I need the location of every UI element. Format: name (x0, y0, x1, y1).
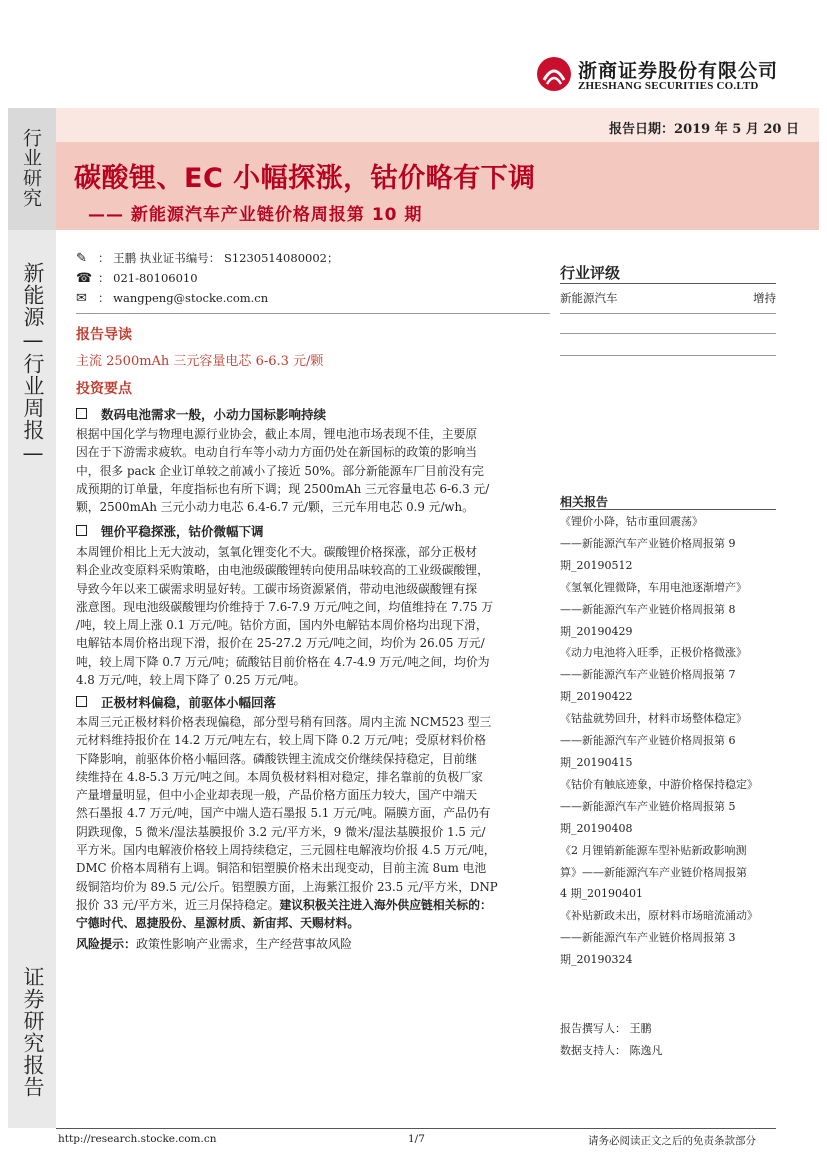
points-heading: 投资要点 (76, 381, 132, 397)
sidebar-mid-label: 新能源—行业周报— (21, 262, 45, 466)
related-heading: 相关报告 (560, 495, 609, 509)
sidebar-top-label: 行业研究 (20, 128, 42, 208)
contact-phone: ☎ ： 021-80106010 (76, 271, 198, 286)
rating-value: 增持 (753, 291, 776, 305)
report-subtitle: —— 新能源汽车产业链价格周报第 10 期 (88, 205, 423, 225)
rating-heading: 行业评级 (560, 264, 621, 282)
divider (76, 313, 550, 314)
page-number: 1/7 (408, 1133, 425, 1145)
rating-divider-2 (560, 333, 776, 334)
rating-rule (560, 283, 776, 284)
guide-text: 主流 2500mAh 三元容量电芯 6-6.3 元/颗 (76, 354, 324, 369)
point-3-title: 正极材料偏稳，前驱体小幅回落 (76, 693, 276, 711)
sidebar-bottom-label: 证券研究报告 (21, 966, 45, 1098)
point-1-body: 根据中国化学与物理电源行业协会，截止本周，锂电池市场表现不佳，主要原 因在于下游需求疲软。电动自行车等小动力方面仍处在新国标的政策的影响当 中，很多 pack 企业订单较之前减小了接近 50%。部分新能源车厂目前没有完 成预期的订单量，年度指标也有所下调；现 2500mAh 三元容量电芯 6-6.3 元/ 颗，2500mAh 三元小动力电芯 6.4-6.7 元/颗，三元车用电芯 0.9 元/wh。 (76, 427, 490, 515)
zheshang-logo-icon (536, 56, 572, 92)
related-reports: 《锂价小降，钴市重回震荡》 ——新能源汽车产业链价格周报第 9 期_20190512 《氢氧化锂微降，车用电池逐渐增产》 ——新能源汽车产业链价格周报第 8 期_20190429 《动力电池将入旺季，正极价格微涨》 ——新能源汽车产业链价格周报第 7 期_20190422 《钴盐就势回升，材料市场整体稳定》 ——新能源汽车产业链价格周报第 6 期_20190415 《钴价有触底迹象，中游价格保持稳定》 ——新能源汽车产业链价格周报第 5 期_20190408 《2 月锂销新能源车型补贴新政影响测 算》——新能源汽车产业链价格周报第 4 期_20190401 《补贴新政未出，原材料市场暗流涌动》 ——新能源汽车产业链价格周报第 3 期_20190324 (560, 515, 758, 967)
report-date: 报告日期：2019 年 5 月 20 日 (609, 122, 799, 137)
point-1-title: 数码电池需求一般，小动力国标影响持续 (76, 405, 326, 423)
company-name-en: ZHESHANG SECURITIES CO.LTD (578, 80, 759, 92)
point-2-body: 本周锂价相比上无大波动，氢氧化锂变化不大。碳酸锂价格探涨，部分正极材 料企业改变原料采购策略，由电池级碳酸锂转向使用品味较高的工业级碳酸锂， 导致今年以来工碳需求明显好转。工碳市场资源紧俏，带动电池级碳酸锂有探 涨意图。现电池级碳酸锂均价维持于 7.6-7.9 万元/吨之间，均值维持在 7.75 万 /吨，较上周上涨 0.1 万元/吨。钴价方面，国内外电解钴本周价格均出现下滑， 电解钴本周价格出现下滑，报价在 25-27.2 万元/吨之间，均价为 26.05 万元/ 吨，较上周下降 0.7 万元/吨；硫酸钴目前价格在 4.7-4.9 万元/吨之间，均价为 4.8 万元/吨，较上周下降了 0.25 万元/吨。 (76, 545, 494, 688)
footer-url-link[interactable]: http://research.stocke.com.cn (58, 1133, 217, 1145)
data-supporter: 数据支持人： 陈逸凡 (560, 1044, 663, 1057)
report-writer: 报告撰写人： 王鹏 (560, 1022, 652, 1035)
related-rule (560, 509, 776, 510)
footer-disclaimer: 请务必阅读正文之后的免责条款部分 (588, 1135, 756, 1147)
report-title: 碳酸锂、EC 小幅探涨，钴价略有下调 (74, 163, 536, 194)
contact-author: ✎ ： 王鹏 执业证书编号： S1230514080002； (76, 251, 339, 266)
contact-email: ✉ ： wangpeng@stocke.com.cn (76, 291, 269, 306)
recommend-list: 宁德时代、恩捷股份、星源材质、新宙邦、天赐材料。 (76, 916, 360, 931)
rating-sector: 新能源汽车 (560, 291, 618, 305)
guide-heading: 报告导读 (76, 327, 132, 343)
footer-rule (56, 1128, 776, 1129)
company-name-cn: 浙商证券股份有限公司 (578, 60, 779, 82)
recommend-lead: 建议积极关注进入海外供应链相关标的： (279, 897, 492, 912)
point-3-body: 本周三元正极材料价格表现偏稳，部分型号稍有回落。周内主流 NCM523 型三 元材料维持报价在 14.2 万元/吨左右，较上周下降 0.2 万元/吨；受原材料价格 下降影响，前驱体价格小幅回落。磷酸铁锂主流成交价继续保持稳定，目前继 续维持在 4.8-5.3 万元/吨之间。本周负极材料相对稳定，排名靠前的负极厂家 产量增量明显，但中小企业却表现一般，产品价格方面压力较大，国产中端天 然石墨报 4.7 万元/吨，国产中端人造石墨报 5.1 万元/吨。隔膜方面，产品仍有 阴跌现像，5 微米/湿法基膜报价 3.2 元/平方米，9 微米/湿法基膜报价 1.5 元/ 平方米。国内电解液价格较上周持续稳定，三元圆柱电解液均价报 4.5 万元/吨， DMC 价格本周稍有上调。铜箔和铝塑膜价格未出现变动，目前主流 8um 电池 级铜箔均价为 89.5 元/公斤。铝塑膜方面，上海紫江报价 23.5 元/平方米，DNP 报价 33 元/平方米，近三月保持稳定。建议积极关注进入海外供应链相关标的： 宁德时代、恩捷股份、星源材质、新宙邦、天赐材料。 (76, 715, 498, 931)
risk-note: 风险提示：政策性影响产业需求，生产经营事故风险 (76, 937, 353, 951)
rating-row (560, 290, 776, 306)
phone-icon: ☎ (76, 271, 93, 286)
pen-icon: ✎ (76, 251, 87, 266)
mail-icon: ✉ (76, 291, 87, 306)
rating-divider-3 (560, 355, 776, 356)
point-2-title: 锂价平稳探涨，钴价微幅下调 (76, 522, 264, 540)
rating-divider-1 (560, 313, 776, 314)
